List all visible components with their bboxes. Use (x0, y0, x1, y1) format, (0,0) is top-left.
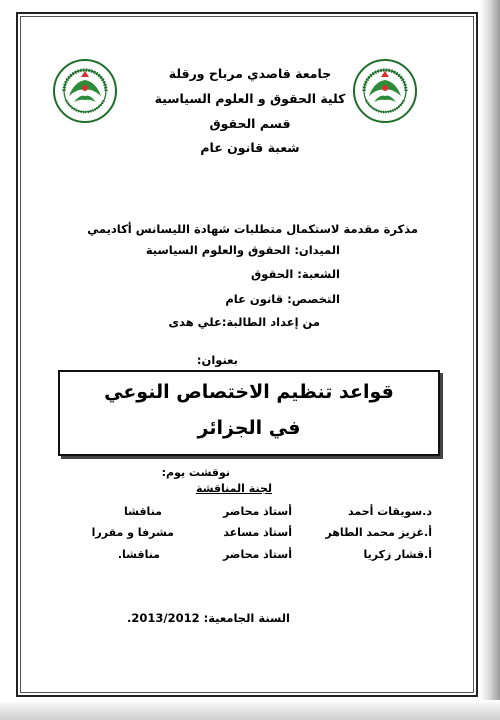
jury-role: مشرفا و مقررا (91, 526, 174, 539)
jury-rank: أستاذ محاضر (222, 548, 292, 561)
page-bottom-shadow (0, 700, 500, 720)
jury-name: د.سويقات أحمد (347, 505, 432, 518)
jury-row (92, 526, 432, 542)
faculty-name: كلية الحقوق و العلوم السياسية (154, 91, 346, 106)
university-name: جامعة قاصدي مرباح ورقلة (168, 66, 332, 81)
jury-row (92, 505, 432, 521)
memo-specialty: التخصص: قانون عام (225, 292, 340, 306)
thesis-title-box (58, 370, 440, 456)
memo-field: الميدان: الحقوق والعلوم السياسية (145, 243, 340, 257)
committee-heading: لجنة المناقشة (195, 482, 272, 495)
seal-logo-icon (52, 58, 118, 124)
university-seal-left (52, 58, 118, 124)
branch-name: شعبة قانون عام (200, 140, 300, 155)
jury-role: مناقشا. (117, 548, 160, 561)
memo-stream: الشعبة: الحقوق (250, 267, 340, 281)
thesis-title-line2: في الجزائر (197, 417, 301, 439)
jury-row (92, 548, 432, 564)
jury-rank: أستاذ مساعد (223, 526, 292, 539)
jury-name: أ.غزيز محمد الطاهر (325, 526, 432, 539)
jury-name: أ.قشار زكريا (363, 548, 432, 561)
academic-year: السنة الجامعية: 2013/2012. (127, 611, 290, 625)
memo-intro: مذكرة مقدمة لاستكمال متطلبات شهادة الليسانس أكاديمي (87, 222, 418, 236)
department-name: قسم الحقوق (209, 116, 291, 131)
jury-rank: أستاذ محاضر (222, 505, 292, 518)
thesis-title-line1: قواعد تنظيم الاختصاص النوعي (104, 381, 394, 403)
jury-role: مناقشا (124, 505, 162, 518)
discussed-on-label: نوقشت يوم: (161, 466, 230, 479)
memo-prepared-by: من إعداد الطالبة:علي هدى (168, 315, 320, 329)
title-label: بعنوان: (196, 353, 238, 367)
